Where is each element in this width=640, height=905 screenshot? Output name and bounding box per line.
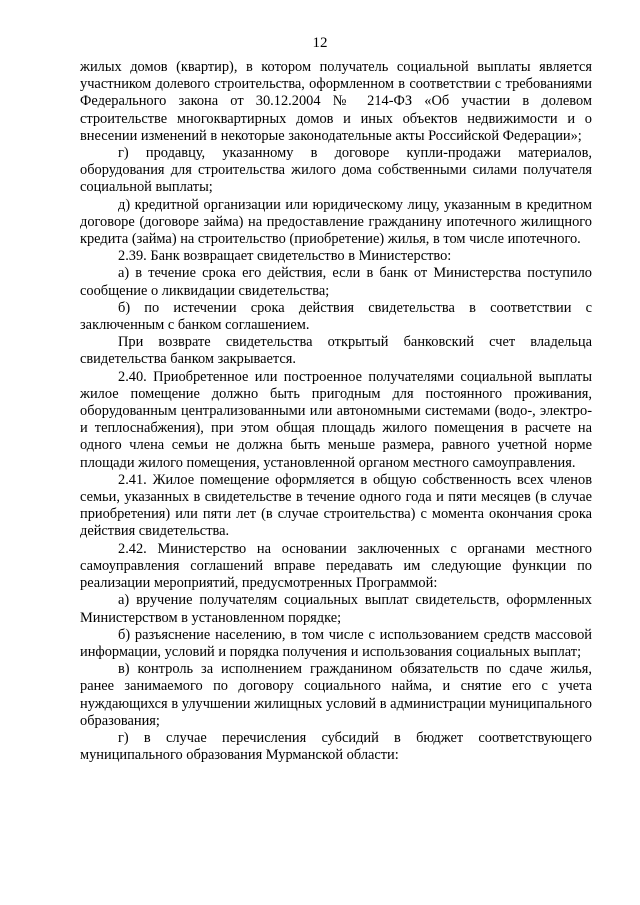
- paragraph-2-39: 2.39. Банк возвращает свидетельство в Министерство:: [118, 248, 452, 265]
- paragraph-2-42-g: г) в случае перечисления субсидий в бюджет соответствующего муниципального образования Мурманской области:: [80, 729, 592, 764]
- paragraph-2-42-a: а) вручение получателям социальных выплат свидетельств, оформленных Министерством в установленном порядке;: [80, 592, 592, 626]
- paragraph-item-d: д) кредитной организации или юридическому лицу, указанным в кредитном договоре (договоре займа) на предоставление гражданину ипотечного жилищного кредита (займа) на строительство (приобретение) жилья, в том числе ипотечного.: [80, 196, 592, 248]
- page-number: 12: [312, 35, 328, 51]
- document-body: [80, 59, 592, 764]
- paragraph-2-40: 2.40. Приобретенное или построенное получателями социальной выплаты жилое помещение должно быть пригодным для постоянного проживания, оборудованным централизованными или автономными системами (водо-, электро- и теплоснабжения), при этом общая площадь жилого помещения в расчете на одного члена семьи не должна быть меньше размера, равного учетной норме площади жилого помещения, установленной органом местного самоуправления.: [80, 368, 592, 471]
- paragraph-2-42-b: б) разъяснение населению, в том числе с использованием средств массовой информации, условий и порядка получения и использования социальных выплат;: [80, 626, 592, 660]
- paragraph-2-41: 2.41. Жилое помещение оформляется в общую собственность всех членов семьи, указанных в свидетельстве в течение одного года и пяти месяцев (в случае приобретения) или пяти лет (в случае строительства) с момента окончания срока действия свидетельства.: [80, 471, 592, 540]
- paragraph-2-42-v: в) контроль за исполнением гражданином обязательств по сдаче жилья, ранее занимаемого по договору социального найма, и снятие его с учета нуждающихся в улучшении жилищных условий в администрации муниципального образования;: [80, 661, 592, 729]
- paragraph-account-closure: При возврате свидетельства открытый банковский счет владельца свидетельства банком закрывается.: [80, 334, 592, 368]
- paragraph-item-g: г) продавцу, указанному в договоре купли-продажи материалов, оборудования для строительства жилого дома собственными силами получателя социальной выплаты;: [80, 145, 592, 196]
- paragraph-2-42: 2.42. Министерство на основании заключенных с органами местного самоуправления соглашений вправе передавать им следующие функции по реализации мероприятий, предусмотренных Программой:: [80, 540, 592, 592]
- paragraph-2-39-a: а) в течение срока его действия, если в банк от Министерства поступило сообщение о ликвидации свидетельства;: [80, 265, 592, 299]
- paragraph-continuation: жилых домов (квартир), в котором получатель социальной выплаты является участником долевого строительства, оформленном в соответствии с требованиями Федерального закона от 30.12.2004 № 214-ФЗ «Об участии в долевом строительстве многоквартирных домов и иных объектов недвижимости и о внесении изменений в некоторые законодательные акты Российской Федерации»;: [80, 59, 592, 144]
- paragraph-2-39-b: б) по истечении срока действия свидетельства в соответствии с заключенным с банком соглашением.: [80, 299, 592, 334]
